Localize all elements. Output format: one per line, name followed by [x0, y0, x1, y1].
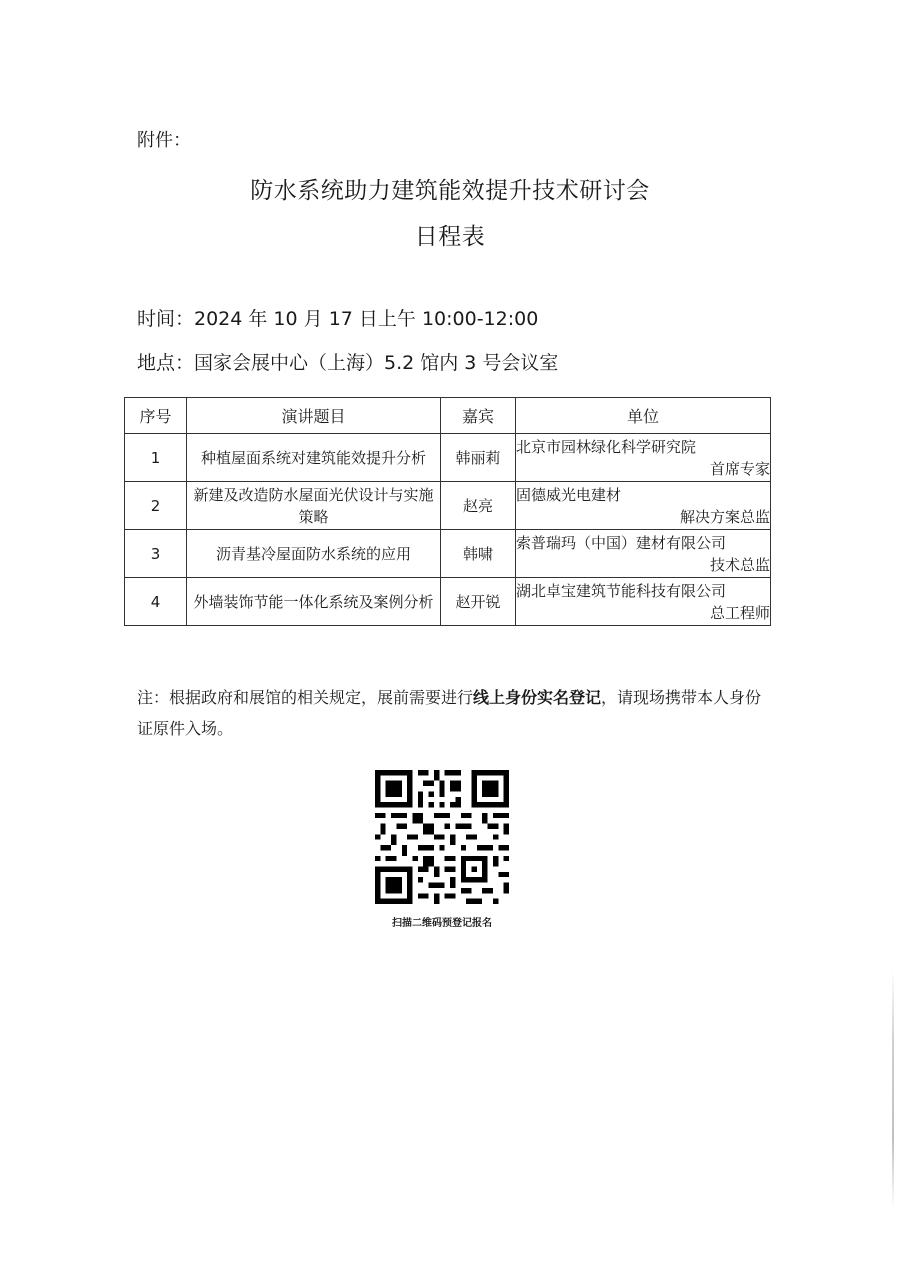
table-header-row: [125, 398, 771, 434]
page-subtitle: 日程表: [414, 224, 486, 250]
note-suffix: ，请现场携带本人身份证原件入场。: [137, 688, 762, 738]
row-guest: 赵开锐: [441, 578, 516, 626]
row-topic: 外墙装饰节能一体化系统及案例分析: [187, 578, 441, 626]
note-prefix: 注：根据政府和展馆的相关规定，展前需要进行: [137, 688, 474, 707]
schedule-table: [124, 397, 771, 626]
org-role: 技术总监: [709, 555, 770, 574]
row-no: 1: [125, 434, 187, 482]
org-name: 索普瑞玛（中国）建材有限公司: [516, 533, 727, 552]
row-no: 3: [125, 530, 187, 578]
table-row: [125, 530, 771, 578]
table-row: [125, 482, 771, 530]
header-org: 单位: [516, 398, 771, 434]
row-no: 4: [125, 578, 187, 626]
table-row: [125, 578, 771, 626]
row-guest: 韩丽莉: [441, 434, 516, 482]
table-row: [125, 434, 771, 482]
page-title: 防水系统助力建筑能效提升技术研讨会: [250, 178, 650, 204]
row-org: [516, 578, 771, 626]
org-role: 首席专家: [709, 459, 770, 478]
org-name: 湖北卓宝建筑节能科技有限公司: [516, 581, 727, 600]
row-topic: 沥青基冷屋面防水系统的应用: [187, 530, 441, 578]
org-role: 总工程师: [709, 603, 770, 622]
event-time: 时间：2024 年 10 月 17 日上午 10:00-12:00: [137, 308, 539, 330]
registration-note: [137, 682, 777, 744]
org-role: 解决方案总监: [679, 507, 770, 526]
row-topic: 种植屋面系统对建筑能效提升分析: [187, 434, 441, 482]
org-name: 北京市园林绿化科学研究院: [516, 437, 697, 456]
row-guest: 韩啸: [441, 530, 516, 578]
header-guest: 嘉宾: [441, 398, 516, 434]
page-edge-shadow: [892, 970, 894, 1210]
qr-caption: 扫描二维码预登记报名: [392, 918, 492, 929]
row-org: [516, 434, 771, 482]
org-name: 固德威光电建材: [516, 485, 622, 504]
header-no: 序号: [125, 398, 187, 434]
row-org: [516, 530, 771, 578]
row-topic: 新建及改造防水屋面光伏设计与实施策略: [187, 482, 441, 530]
attachment-label: 附件：: [137, 130, 191, 151]
row-guest: 赵亮: [441, 482, 516, 530]
header-topic: 演讲题目: [187, 398, 441, 434]
event-location: 地点：国家会展中心（上海）5.2 馆内 3 号会议室: [137, 352, 559, 374]
row-no: 2: [125, 482, 187, 530]
row-org: [516, 482, 771, 530]
qr-code-icon[interactable]: [375, 770, 509, 904]
note-emphasis: 线上身份实名登记: [473, 688, 602, 707]
